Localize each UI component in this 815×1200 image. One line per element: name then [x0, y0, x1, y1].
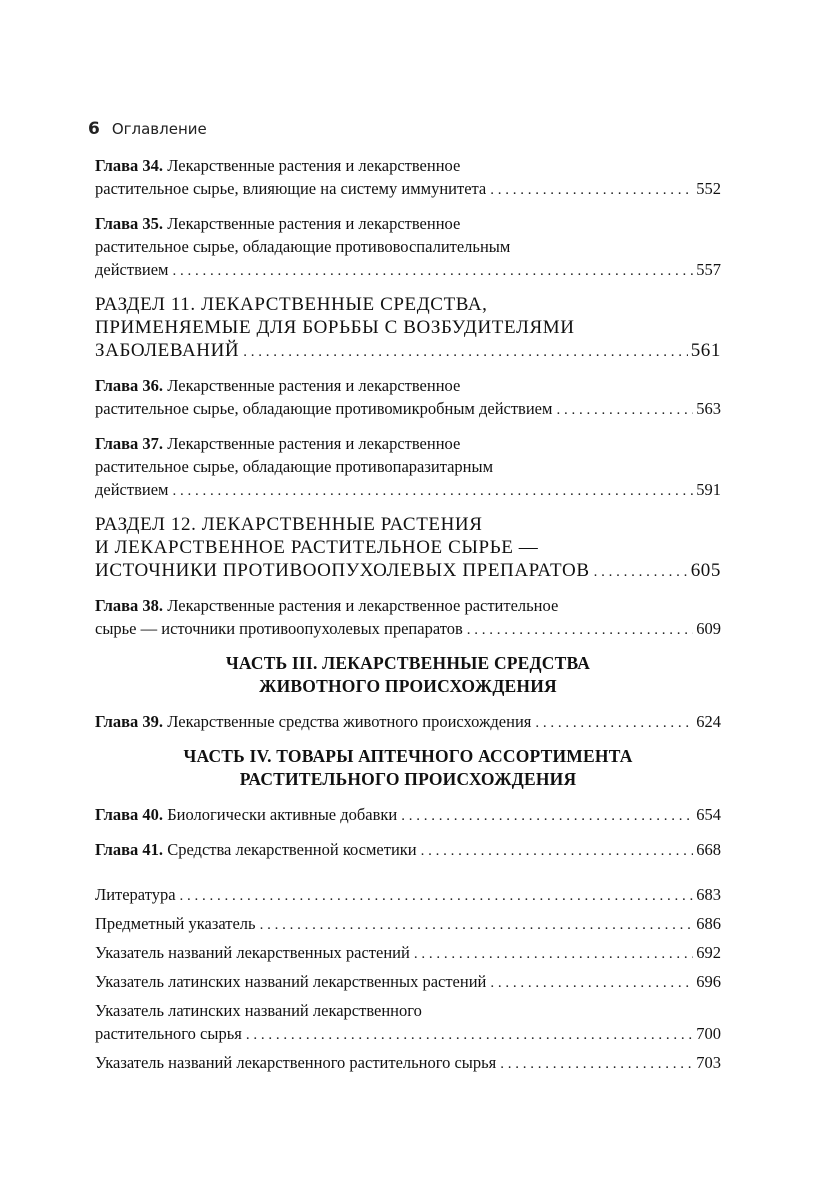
dot-leader [180, 885, 694, 908]
dot-leader [467, 619, 693, 642]
index-entry-title: Указатель латинских названий лекарственных растений [95, 972, 487, 991]
index-entry-line [95, 999, 721, 1022]
chapter-entry-title: растительное сырье, влияющие на систему иммунитета [95, 179, 487, 198]
dot-leader [556, 399, 693, 422]
dot-leader [490, 972, 693, 995]
page-number-ref: 552 [696, 179, 721, 198]
chapter-entry-text: Лекарственные растения и лекарственное [167, 156, 461, 175]
index-entry-title: Указатель названий лекарственного растительного сырья [95, 1053, 497, 1072]
index-entry-last-line [95, 1051, 721, 1076]
index-entry-last-line [95, 970, 721, 995]
index-entry-last-line [95, 912, 721, 937]
chapter-entry-title: Лекарственные средства животного происхождения [167, 712, 532, 731]
section-entry-line [95, 316, 721, 339]
chapter-entry-text: растительное сырье, обладающие противопаразитарным [95, 457, 494, 476]
dot-leader [594, 561, 688, 584]
dot-leader [490, 179, 693, 202]
index-entry [95, 941, 721, 966]
chapter-entry-text [95, 710, 531, 733]
chapter-entry-text: Лекарственные растения и лекарственное растительное [167, 596, 559, 615]
dot-leader [500, 1053, 693, 1076]
page-number-ref: 591 [696, 480, 721, 499]
chapter-entry-title: сырье — источники противоопухолевых препаратов [95, 619, 463, 638]
chapter-entry-text [95, 838, 417, 861]
part-heading-line: ЧАСТЬ III. ЛЕКАРСТВЕННЫЕ СРЕДСТВА [225, 653, 591, 673]
index-entry [95, 912, 721, 937]
dot-leader [243, 341, 687, 364]
part-heading-line: ЧАСТЬ IV. ТОВАРЫ АПТЕЧНОГО АССОРТИМЕНТА [183, 746, 633, 766]
chapter-label: Глава 37. [95, 434, 164, 453]
index-entry-title: растительного сырья [95, 1024, 242, 1043]
index-entry-text [95, 970, 486, 993]
chapter-label: Глава 41. [95, 840, 164, 859]
chapter-entry-last-line [95, 617, 721, 642]
chapter-entry-line [95, 374, 721, 397]
index-entry-text [95, 1022, 242, 1045]
index-entry [95, 1051, 721, 1076]
page-number: 6 [88, 119, 100, 139]
section-entry-line [95, 293, 721, 316]
dot-leader [535, 712, 693, 735]
page-number-ref: 668 [696, 840, 721, 859]
chapter-entry-text: Лекарственные растения и лекарственное [167, 376, 461, 395]
chapter-entry-text: растительное сырье, обладающие противовоспалительным [95, 237, 511, 256]
chapter-entry [95, 838, 721, 863]
chapter-label: Глава 39. [95, 712, 164, 731]
chapter-label: Глава 34. [95, 156, 164, 175]
chapter-entry-text [95, 478, 168, 501]
dot-leader [260, 914, 694, 937]
chapter-entry [95, 710, 721, 735]
chapter-entry-last-line [95, 397, 721, 422]
table-of-contents [95, 154, 721, 1080]
index-entry [95, 970, 721, 995]
part-heading-line: ЖИВОТНОГО ПРОИСХОЖДЕНИЯ [259, 676, 557, 696]
chapter-entry-title: действием [95, 480, 169, 499]
dot-leader [172, 260, 693, 283]
index-entry [95, 999, 721, 1047]
chapter-entry [95, 154, 721, 202]
chapter-entry-text [95, 177, 486, 200]
page-number-ref: 605 [690, 560, 721, 581]
chapter-entry-line [95, 432, 721, 455]
chapter-entry-text [95, 617, 463, 640]
index-entry [95, 883, 721, 908]
chapter-entry-title: действием [95, 260, 169, 279]
section-entry [95, 293, 721, 364]
section-entry-text: И ЛЕКАРСТВЕННОЕ РАСТИТЕЛЬНОЕ СЫРЬЕ — [95, 537, 539, 558]
chapter-entry-text [95, 258, 168, 281]
page-number-ref: 563 [696, 399, 721, 418]
section-entry-text [95, 339, 239, 362]
section-entry-title: ЗАБОЛЕВАНИЙ [95, 340, 240, 361]
index-entry-title: Предметный указатель [95, 914, 256, 933]
section-entry-last-line [95, 339, 721, 364]
page-number-ref: 696 [696, 972, 721, 991]
chapter-entry [95, 374, 721, 422]
index-entry-last-line [95, 883, 721, 908]
chapter-entry [95, 594, 721, 642]
page-number-ref: 692 [696, 943, 721, 962]
page-number-ref: 683 [696, 885, 721, 904]
index-entry-title: Указатель названий лекарственных растений [95, 943, 410, 962]
chapter-entry-last-line [95, 478, 721, 503]
section-entry-text: РАЗДЕЛ 11. ЛЕКАРСТВЕННЫЕ СРЕДСТВА, [95, 294, 488, 315]
running-head [88, 119, 207, 139]
dot-leader [401, 805, 693, 828]
running-title: Оглавление [111, 120, 207, 138]
section-entry-text: ПРИМЕНЯЕМЫЕ ДЛЯ БОРЬБЫ С ВОЗБУДИТЕЛЯМИ [95, 317, 575, 338]
chapter-entry-title: Биологически активные добавки [167, 805, 398, 824]
chapter-entry-last-line [95, 803, 721, 828]
chapter-entry [95, 432, 721, 503]
chapter-entry-title: растительное сырье, обладающие противомикробным действием [95, 399, 553, 418]
chapter-entry-text [95, 803, 397, 826]
chapter-entry-last-line [95, 710, 721, 735]
section-entry-line [95, 536, 721, 559]
page-number-ref: 686 [696, 914, 721, 933]
index-entry-text [95, 1051, 496, 1074]
chapter-entry [95, 803, 721, 828]
chapter-entry-last-line [95, 838, 721, 863]
chapter-entry-line [95, 154, 721, 177]
chapter-entry-text: Лекарственные растения и лекарственное [167, 214, 461, 233]
dot-leader [421, 840, 694, 863]
part-heading [95, 652, 721, 698]
section-entry-text: РАЗДЕЛ 12. ЛЕКАРСТВЕННЫЕ РАСТЕНИЯ [95, 514, 483, 535]
section-entry-line [95, 513, 721, 536]
chapter-entry [95, 212, 721, 283]
section-entry [95, 513, 721, 584]
index-entry-last-line [95, 941, 721, 966]
index-entry-text [95, 883, 176, 906]
chapter-label: Глава 35. [95, 214, 164, 233]
dot-leader [246, 1024, 693, 1047]
chapter-label: Глава 36. [95, 376, 164, 395]
section-entry-text [95, 559, 590, 582]
index-entry-title: Литература [95, 885, 176, 904]
index-entry-last-line [95, 1022, 721, 1047]
index-entry-text: Указатель латинских названий лекарственного [95, 1001, 422, 1020]
chapter-entry-line [95, 235, 721, 258]
page-number-ref: 654 [696, 805, 721, 824]
chapter-entry-line [95, 212, 721, 235]
dot-leader [414, 943, 693, 966]
chapter-entry-line [95, 594, 721, 617]
section-entry-last-line [95, 559, 721, 584]
page-number-ref: 609 [696, 619, 721, 638]
page-number-ref: 703 [696, 1053, 721, 1072]
chapter-entry-last-line [95, 177, 721, 202]
chapter-entry-text: Лекарственные растения и лекарственное [167, 434, 461, 453]
spacer [95, 873, 721, 883]
section-entry-title: ИСТОЧНИКИ ПРОТИВООПУХОЛЕВЫХ ПРЕПАРАТОВ [95, 560, 590, 581]
part-heading [95, 745, 721, 791]
index-entry-text [95, 912, 256, 935]
chapter-entry-last-line [95, 258, 721, 283]
page-number-ref: 557 [696, 260, 721, 279]
chapter-label: Глава 38. [95, 596, 164, 615]
chapter-entry-title: Средства лекарственной косметики [167, 840, 417, 859]
chapter-entry-text [95, 397, 552, 420]
page-number-ref: 561 [690, 340, 721, 361]
chapter-label: Глава 40. [95, 805, 164, 824]
part-heading-line: РАСТИТЕЛЬНОГО ПРОИСХОЖДЕНИЯ [239, 769, 577, 789]
dot-leader [172, 480, 693, 503]
index-entry-text [95, 941, 410, 964]
page-number-ref: 624 [696, 712, 721, 731]
chapter-entry-line [95, 455, 721, 478]
page-number-ref: 700 [696, 1024, 721, 1043]
